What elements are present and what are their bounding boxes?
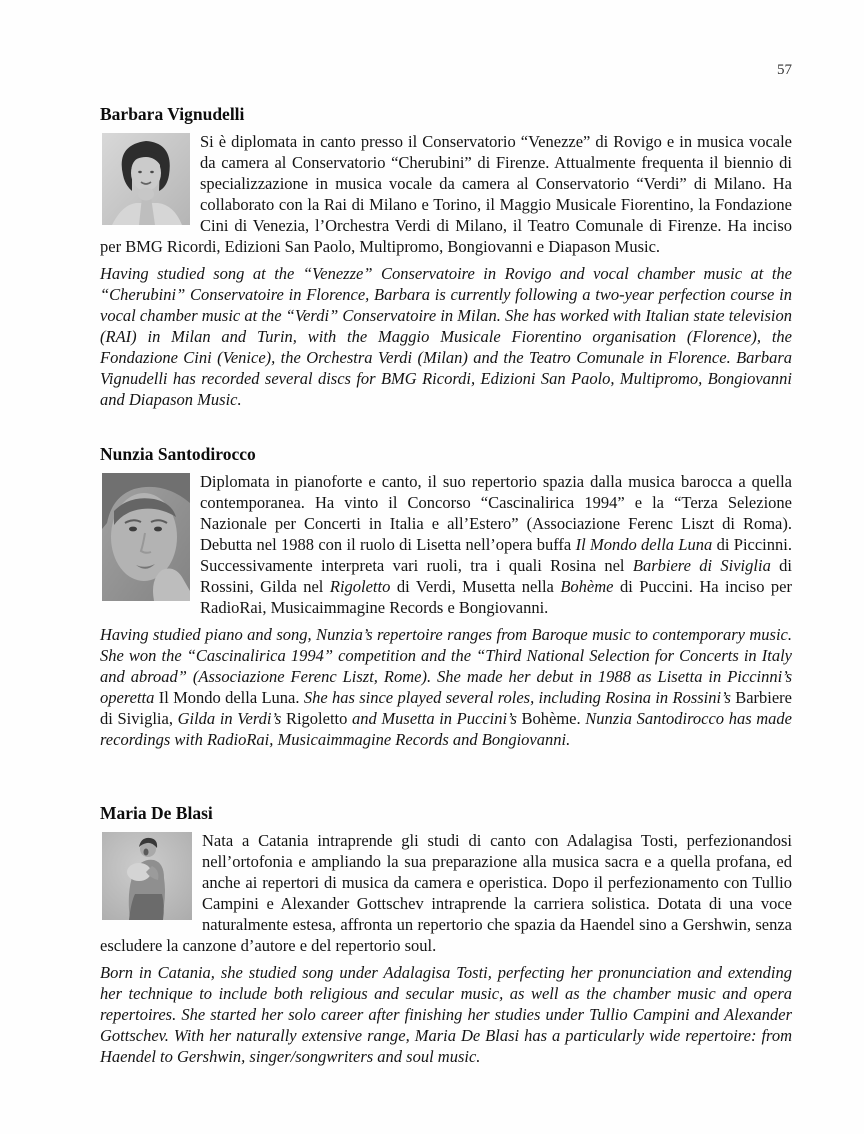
artist-name: Barbara Vignudelli — [100, 104, 245, 124]
page-content — [100, 104, 792, 1067]
artist-section-barbara-vignudelli — [100, 104, 792, 410]
bio-italian — [100, 471, 792, 618]
bio-italian — [100, 830, 792, 956]
page-number: 57 — [777, 62, 792, 78]
bio-italian — [100, 131, 792, 257]
artist-name: Nunzia Santodirocco — [100, 444, 256, 464]
artist-section-maria-de-blasi — [100, 803, 792, 1067]
barbara-portrait-photo — [102, 133, 190, 225]
bio-italian-text: Nata a Catania intraprende gli studi di canto con Adalagisa Tosti, perfezionandosi nell’ortofonia e ampliando la sua preparazione alla musica sacra e a quella profana, ed anche ai repertori di musica da camera e operistica. Dopo il perfezionamento con Tullio Campini e Alexander Gottschev intraprende la carriera solistica. Dotata di una voce naturalmente estesa, affronta un repertorio che spazia da Haendel sino a Gershwin, senza escludere la canzone d’autore e del repertorio soul. — [100, 831, 792, 955]
nunzia-portrait-photo — [102, 473, 190, 601]
bio-english: Born in Catania, she studied song under Adalagisa Tosti, perfecting her pronunciation and extending her technique to include both religious and secular music, as well as the chamber music and opera repertoires. She started her solo career after finishing her studies under Tullio Campini and Alexander Gottschev. With her naturally extensive range, Maria De Blasi has a particularly wide repertoire: from Haendel to Gershwin, singer/songwriters and soul music. — [100, 963, 792, 1066]
artist-section-nunzia-santodirocco — [100, 444, 792, 750]
bio-italian-text: Diplomata in pianoforte e canto, il suo repertorio spazia dalla musica barocca a quella contemporanea. Ha vinto il Concorso “Cascinalirica 1994” e la “Terza Selezione Nazionale per Concerti in Italia e all’Estero” (Associazione Ferenc Liszt di Roma). Debutta nel 1988 con il ruolo di Lisetta nell’opera buffa Il Mondo della Luna di Piccinni. Successivamente interpreta vari ruoli, tra i quali Rosina nel Barbiere di Siviglia di Rossini, Gilda nel Rigoletto di Verdi, Musetta nella Bohème di Puccini. Ha inciso per RadioRai, Musicaimmagine Records e Bongiovanni. — [200, 472, 792, 617]
bio-english: Having studied song at the “Venezze” Conservatoire in Rovigo and vocal chamber music at the “Cherubini” Conservatoire in Florence, Barbara is currently following a two-year perfection course in vocal chamber music at the “Verdi” Conservatoire in Milan. She has worked with Italian state television (RAI) in Milan and Turin, with the Maggio Musicale Fiorentino organisation (Florence), the Fondazione Cini (Venice), the Orchestra Verdi (Milan) and the Teatro Comunale in Florence. Barbara Vignudelli has recorded several discs for BMG Ricordi, Edizioni San Paolo, Multipromo, Bongiovanni and Diapason Music. — [100, 264, 792, 409]
maria-portrait-photo — [102, 832, 192, 920]
bio-italian-text: Si è diplomata in canto presso il Conservatorio “Venezze” di Rovigo e in musica vocale da camera al Conservatorio “Cherubini” di Firenze. Attualmente frequenta il biennio di specializzazione in musica vocale da camera al Conservatorio “Verdi” di Milano. Ha collaborato con la Rai di Milano e Torino, il Maggio Musicale Fiorentino, la Fondazione Cini di Venezia, l’Orchestra Verdi di Milano, il Teatro Comunale di Firenze. Ha inciso per BMG Ricordi, Edizioni San Paolo, Multipromo, Bongiovanni e Diapason Music. — [100, 132, 792, 256]
bio-english: Having studied piano and song, Nunzia’s repertoire ranges from Baroque music to contemporary music. She won the “Cascinalirica 1994” competition and the “Third National Selection for Concerts in Italy and abroad” (Associazione Ferenc Liszt, Rome). She made her debut in 1988 as Lisetta in Piccinni’s operetta Il Mondo della Luna. She has since played several roles, including Rosina in Rossini’s Barbiere di Siviglia, Gilda in Verdi’s Rigoletto and Musetta in Puccini’s Bohème. Nunzia Santodirocco has made recordings with RadioRai, Musicaimmagine Records and Bongiovanni. — [100, 625, 793, 749]
artist-name: Maria De Blasi — [100, 803, 213, 823]
